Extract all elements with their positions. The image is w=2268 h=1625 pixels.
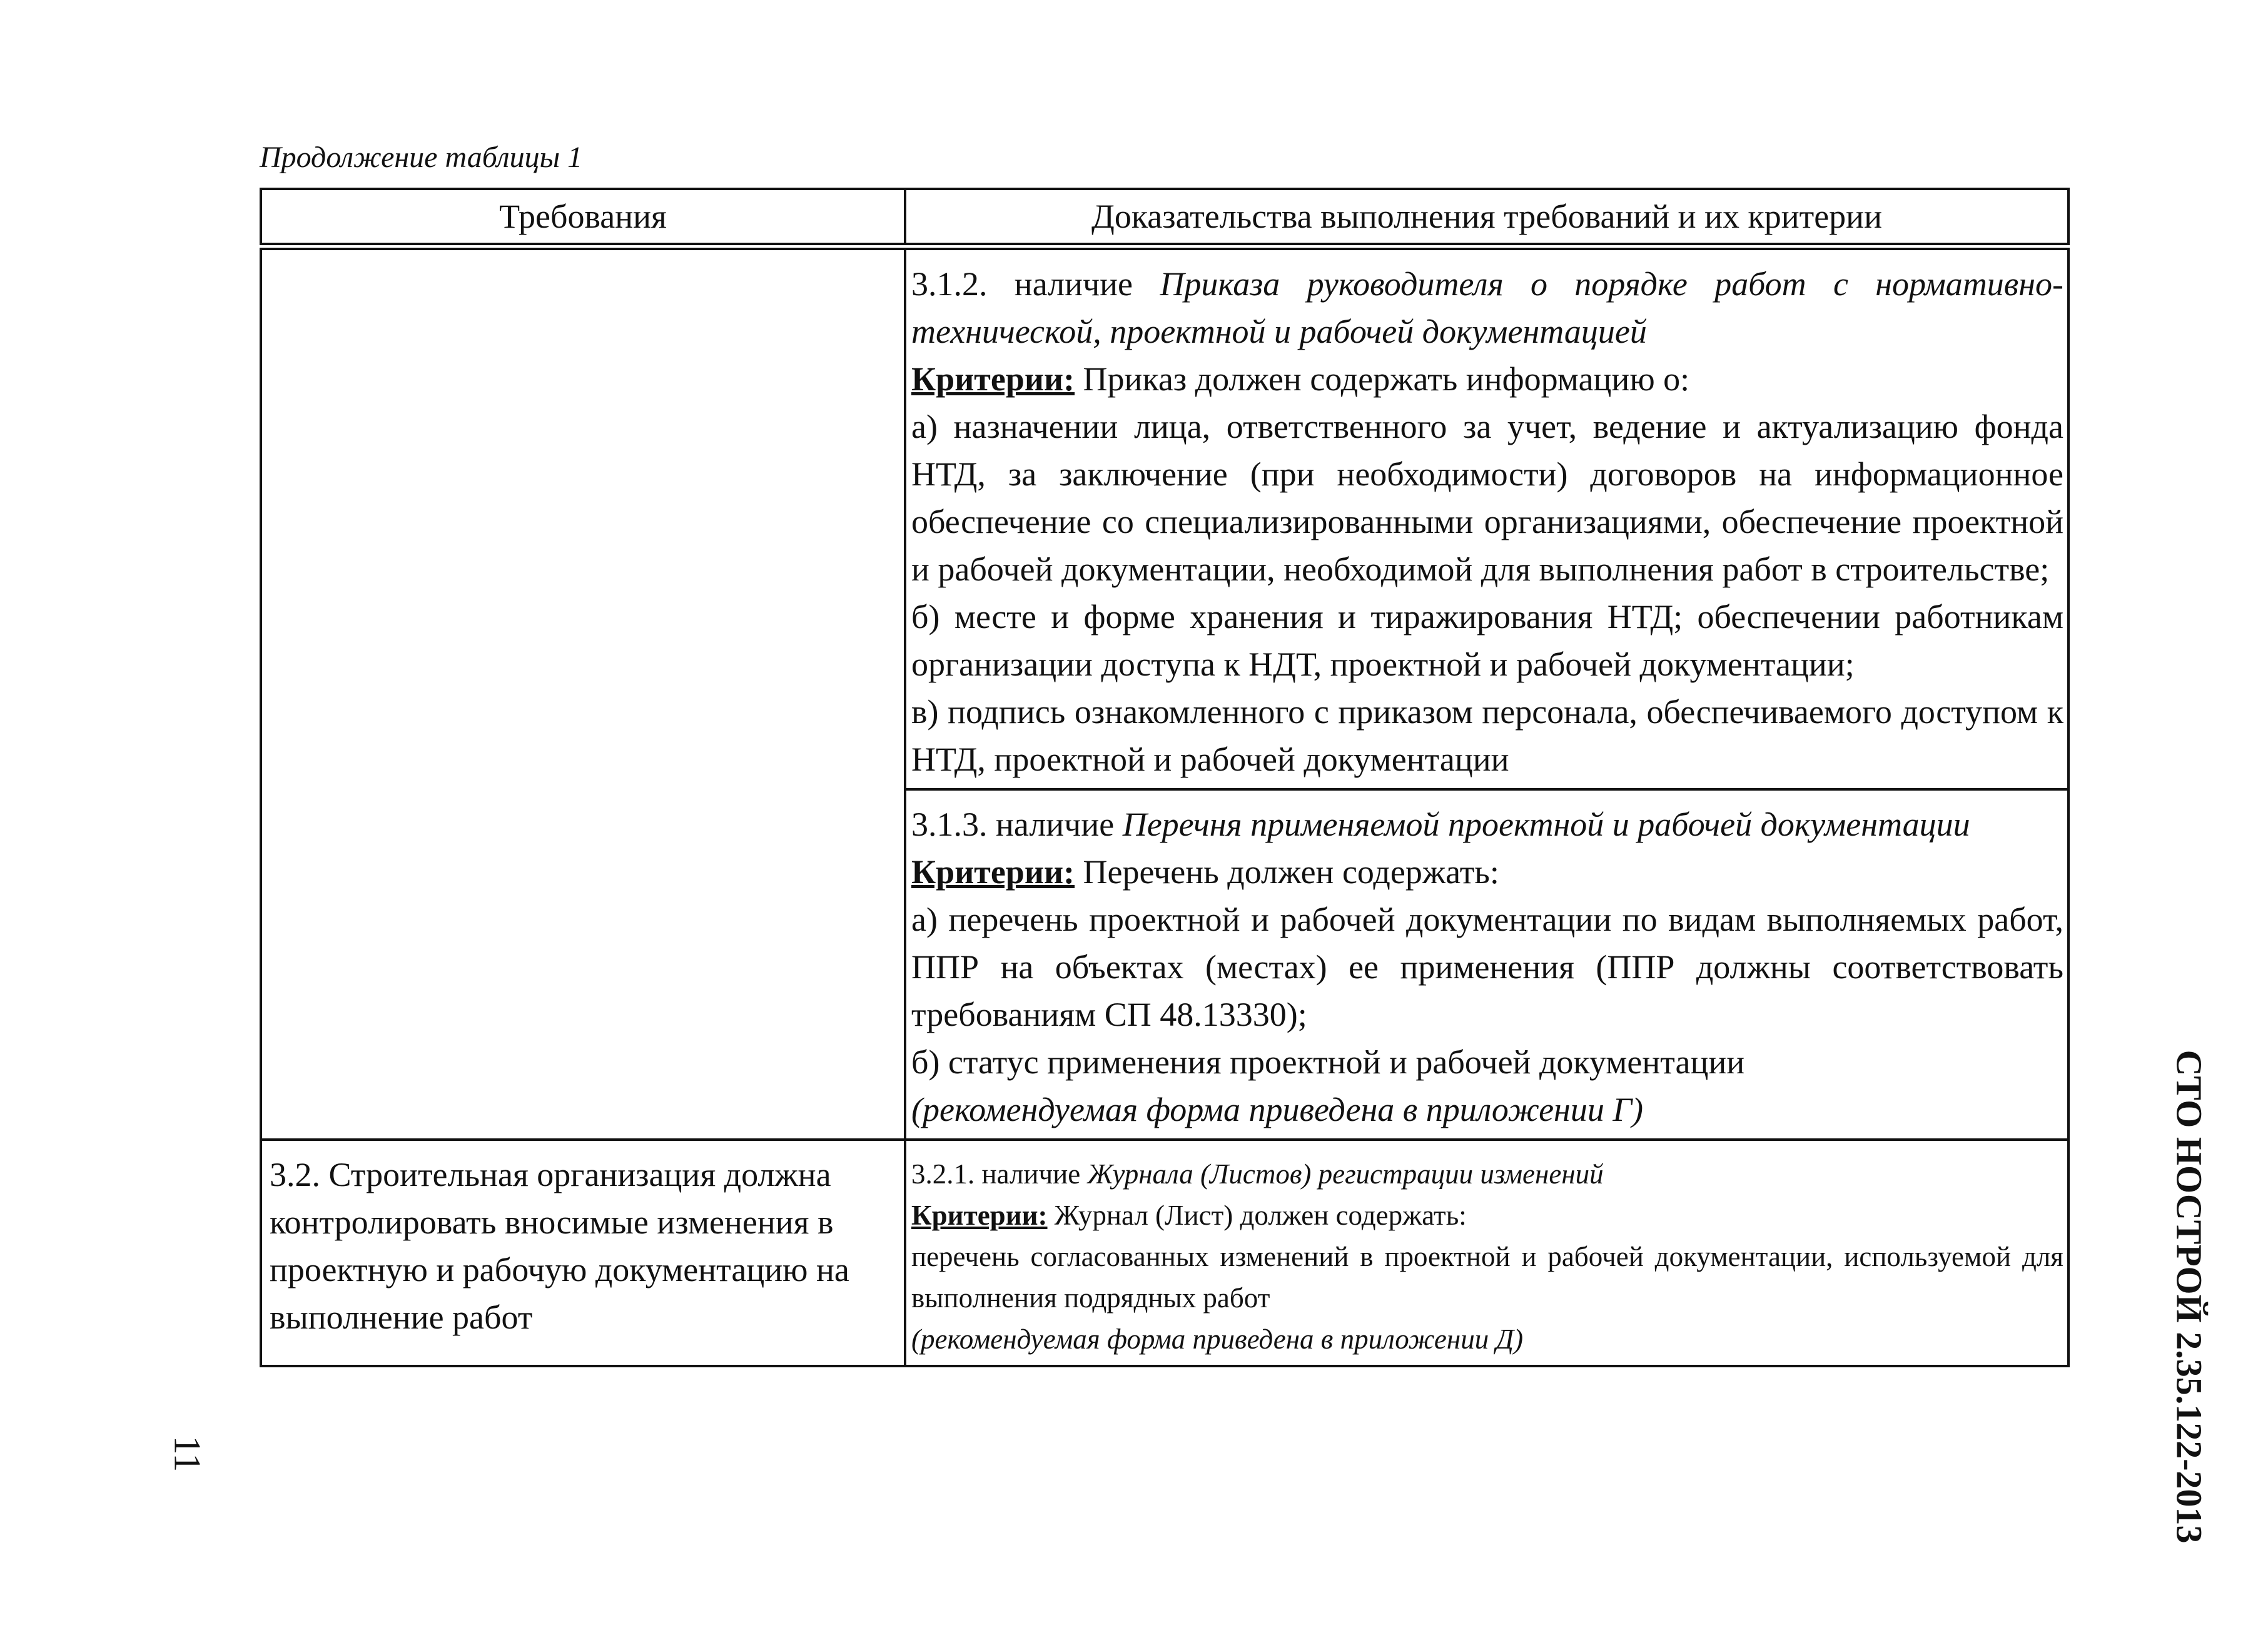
header-requirements: Требования: [261, 189, 905, 246]
criteria-line: [911, 355, 2063, 403]
criteria-label: Критерии:: [911, 1200, 1048, 1231]
evidence-title-line: [911, 1153, 2063, 1195]
criteria-item-c: в) подпись ознакомленного с приказом персонала, обеспечиваемого доступом к НТД, проектной и рабочей документации: [911, 693, 2063, 778]
evidence-title-line: [911, 801, 2063, 848]
criteria-item: перечень согласованных изменений в проектной и рабочей документации, используемой для выполнения подрядных работ: [911, 1241, 2063, 1314]
evidence-document-title: Перечня применяемой проектной и рабочей документации: [1122, 806, 1970, 843]
criteria-line: [911, 1195, 2063, 1236]
requirement-cell-empty: [261, 246, 905, 1140]
document-code: СТО НОСТРОЙ 2.35.122-2013: [2169, 1050, 2210, 1544]
requirements-table: [260, 188, 2070, 1367]
table-caption: Продолжение таблицы 1: [260, 141, 583, 174]
evidence-cell-3-2-1: [905, 1140, 2068, 1366]
evidence-title-line: [911, 260, 2063, 355]
criteria-item-a: а) перечень проектной и рабочей документации по видам выполняемых работ, ППР на объектах (местах) ее применения (ППР должны соответствовать требованиям СП 48.13330);: [911, 901, 2063, 1033]
evidence-document-title: Приказа руководителя о порядке работ с нормативно-технической, проектной и рабочей документацией: [911, 265, 2063, 350]
criteria-item-a: а) назначении лица, ответственного за учет, ведение и актуализацию фонда НТД, за заключение (при необходимости) договоров на информационное обеспечение со специализированными организациями, обеспечение проектной и рабочей документации, необходимой для выполнения работ в строительстве;: [911, 408, 2063, 588]
evidence-cell-3-1-3: [905, 789, 2068, 1140]
criteria-text: Перечень должен содержать:: [1075, 853, 1499, 891]
criteria-text: Приказ должен содержать информацию о:: [1075, 360, 1690, 398]
table-header-row: [261, 189, 2068, 246]
evidence-cell-3-1-2: [905, 246, 2068, 789]
page-number: 11: [166, 1435, 208, 1472]
form-reference-note: (рекомендуемая форма приведена в приложении Д): [911, 1324, 1524, 1355]
criteria-text: Журнал (Лист) должен содержать:: [1047, 1200, 1467, 1231]
header-evidence: Доказательства выполнения требований и их критерии: [905, 189, 2068, 246]
table-row: [261, 246, 2068, 789]
evidence-document-title: Журнала (Листов) регистрации изменений: [1087, 1158, 1604, 1190]
criteria-label: Критерии:: [911, 360, 1075, 398]
criteria-item-b: б) статус применения проектной и рабочей документации: [911, 1043, 1745, 1081]
evidence-number: 3.1.2. наличие: [911, 265, 1160, 303]
criteria-line: [911, 848, 2063, 896]
criteria-item-b: б) месте и форме хранения и тиражирования НТД; обеспечении работникам организации доступа к НДТ, проектной и рабочей документации;: [911, 598, 2063, 683]
form-reference-note: (рекомендуемая форма приведена в приложении Г): [911, 1091, 1644, 1128]
evidence-number: 3.1.3. наличие: [911, 806, 1123, 843]
requirement-cell-3-2: [261, 1140, 905, 1366]
requirement-text: 3.2. Строительная организация должна контролировать вносимые изменения в проектную и рабочую документацию на выполнение работ: [270, 1156, 849, 1336]
criteria-label: Критерии:: [911, 853, 1075, 891]
evidence-number: 3.2.1. наличие: [911, 1158, 1088, 1190]
table-row: [261, 1140, 2068, 1366]
